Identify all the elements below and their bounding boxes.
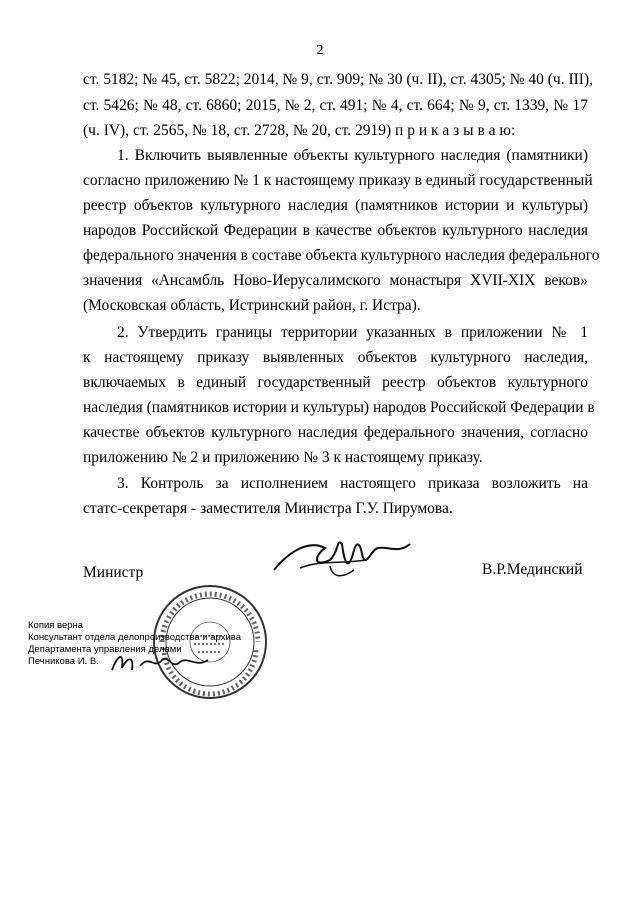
- text-line: включаемых в единый государственный реестр объектов культурного: [83, 374, 588, 391]
- text-line: наследия (памятников истории и культуры) народов Российской Федерации в: [83, 399, 595, 416]
- text-line: 2. Утвердить границы территории указанных в приложении № 1: [117, 324, 588, 341]
- page-number: 2: [316, 43, 324, 58]
- text-line: статс-секретаря - заместителя Министра Г.У. Пирумова.: [83, 500, 453, 517]
- text-line: ст. 5426; № 48, ст. 6860; 2015, № 2, ст. 491; № 4, ст. 664; № 9, ст. 1339, № 17: [83, 97, 588, 114]
- handwritten-signature: [270, 530, 420, 590]
- text-line: 3. Контроль за исполнением настоящего приказа возложить на: [117, 475, 588, 492]
- text-line: (Московская область, Истринский район, г. Истра).: [83, 297, 421, 314]
- text-line: народов Российской Федерации в качестве объектов культурного наследия: [83, 222, 588, 239]
- text-line: федерального значения в составе объекта культурного наследия федерального: [83, 247, 600, 264]
- copy-note-line: Консультант отдела делопроизводства и архива: [28, 632, 241, 643]
- signatory-position: Министр: [83, 564, 144, 581]
- text-line: приложению № 2 и приложению № 3 к настоящему приказу.: [83, 449, 483, 466]
- text-line: (ч. IV), ст. 2565, № 18, ст. 2728, № 20, ст. 2919) п р и к а з ы в а ю:: [83, 122, 516, 139]
- text-line: согласно приложению № 1 к настоящему приказу в единый государственный: [83, 172, 593, 189]
- signatory-name: В.Р.Мединский: [482, 561, 583, 578]
- text-line: к настоящему приказу выявленных объектов культурного наследия,: [83, 349, 588, 366]
- text-line: ст. 5182; № 45, ст. 5822; 2014, № 9, ст. 909; № 30 (ч. II), ст. 4305; № 40 (ч. III),: [83, 71, 594, 88]
- copy-note-line: Копия верна: [28, 620, 84, 631]
- text-line: качестве объектов культурного наследия федерального значения, согласно: [83, 424, 588, 441]
- copy-note-line: Департамента управления делами: [28, 644, 182, 655]
- text-line: 1. Включить выявленные объекты культурного наследия (памятники): [117, 147, 588, 164]
- small-signature: [110, 648, 220, 678]
- text-line: реестр объектов культурного наследия (памятников истории и культуры): [83, 197, 588, 214]
- copy-note-line: Печникова И. В.: [28, 656, 99, 667]
- text-line: значения «Ансамбль Ново-Иерусалимского монастыря XVII-XIX веков»: [83, 272, 588, 289]
